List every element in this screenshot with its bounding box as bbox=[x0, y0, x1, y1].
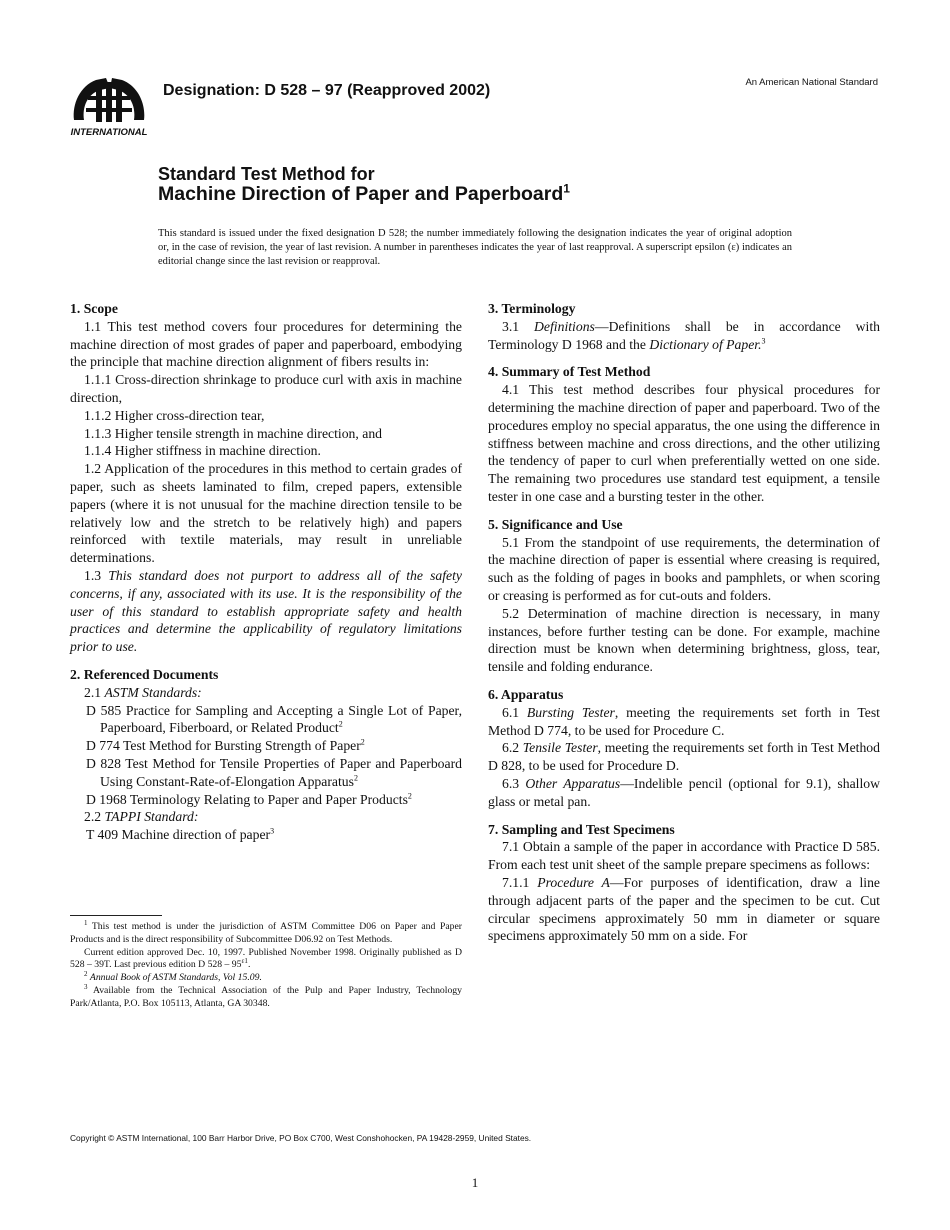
footnote: $^2$ Annual Book of ASTM Standards, Vol 15.09. bbox=[84, 969, 262, 984]
title-line1: Standard Test Method for bbox=[158, 164, 375, 184]
paragraph: 7.1.1 Procedure A—For purposes of identification, draw a line through adjacent parts of the paper and the specimen to be cut. Cut circular specimens approximately 50 mm in diameter or square specimens approximately 50 mm on a side. For bbox=[488, 874, 880, 944]
paragraph: 7.1 Obtain a sample of the paper in accordance with Practice D 585. From each test unit sheet of the sample prepare specimens as follows: bbox=[488, 839, 880, 873]
reference-item: D 774 Test Method for Bursting Strength of Paper$^2$ bbox=[86, 737, 365, 754]
footnote: $^1$ This test method is under the jurisdiction of ASTM Committee D06 on Paper and Paper Products and is the direct responsibility of Subcommittee D06.92 on Test Methods. bbox=[70, 918, 462, 945]
reference-item: D 828 Test Method for Tensile Properties of Paper and Paperboard Using Constant-Rate-of-Elongation Apparatus$^2$ bbox=[86, 755, 462, 789]
paragraph: 1.1 This test method covers four procedures for determining the machine direction of most grades of paper and paperboard, embodying the principle that machine direction alignment of fibers results in: bbox=[70, 318, 462, 370]
section-heading: 2. Referenced Documents bbox=[70, 666, 219, 682]
safety-paragraph: 1.3 This standard does not purport to address all of the safety concerns, if any, associated with its use. It is the responsibility of the user of this standard to establish appropriate safety and health practices and determine the applicability of regulatory limitations prior to use. bbox=[70, 567, 463, 655]
paragraph: 4.1 This test method describes four physical procedures for determining the machine direction of paper and paperboard. Two of the procedures employ no special apparatus, the one using the difference in stiffness between machine and cross directions, and the other utilizing the tendency of paper to curl when preferentially wetted on one side. The remaining two procedures use standard test equipment, a tensile tester in one case and a bursting tester in the other. bbox=[488, 382, 880, 504]
reference-item: D 585 Practice for Sampling and Accepting a Single Lot of Paper, Paperboard, Fiberboard, or Related Product$^2$ bbox=[86, 702, 462, 736]
section-terminology bbox=[488, 300, 880, 353]
paragraph: 5.1 From the standpoint of use requirements, the determination of the machine direction of paper is essential where creasing is required, such as the folding of pages in books and pamphlets, or when scoring or creasing is performed as for cut-outs and folders. bbox=[488, 534, 880, 603]
footnote-divider bbox=[70, 915, 162, 916]
section-scope bbox=[70, 300, 462, 656]
left-column bbox=[70, 300, 462, 844]
paragraph: 6.3 Other Apparatus—Indelible pencil (optional for 9.1), shallow glass or metal pan. bbox=[488, 775, 881, 809]
paragraph: 1.1.2 Higher cross-direction tear, bbox=[84, 407, 265, 423]
section-referenced-documents bbox=[70, 666, 462, 844]
paragraph: 1.2 Application of the procedures in this method to certain grades of paper, such as sheets laminated to film, creped papers, extensible papers (where it is not unusual for the machine direction tensile to be relatively low and the stretch to be relatively high) and papers reinforced with textile materials, may result in unreliable determinations. bbox=[70, 461, 462, 566]
title-footnote-ref: 1 bbox=[563, 181, 570, 196]
subsection-title: 2.2 TAPPI Standard: bbox=[84, 809, 199, 825]
section-apparatus bbox=[488, 686, 880, 811]
section-sampling bbox=[488, 821, 880, 946]
section-heading: 3. Terminology bbox=[488, 301, 576, 316]
copyright-notice: Copyright © ASTM International, 100 Barr Harbor Drive, PO Box C700, West Conshohocken, PA 19428-2959, United States. bbox=[70, 1133, 532, 1143]
section-heading: 1. Scope bbox=[70, 301, 118, 316]
paragraph: 5.2 Determination of machine direction is necessary, in many instances, before further testing can be done. For example, machine direction must be known when determining brightness, gloss, tear, tensile and folding endurance. bbox=[488, 605, 880, 675]
paragraph: 3.1 Definitions—Definitions shall be in accordance with Terminology D 1968 and the Dictionary of Paper.$^3$ bbox=[488, 318, 880, 352]
right-column bbox=[488, 300, 880, 945]
footnotes bbox=[70, 918, 462, 1011]
section-heading: 5. Significance and Use bbox=[488, 516, 623, 532]
section-significance bbox=[488, 516, 880, 676]
logo-text: INTERNATIONAL bbox=[70, 127, 148, 138]
astm-logo bbox=[66, 74, 152, 138]
section-heading: 6. Apparatus bbox=[488, 686, 564, 702]
issue-note: This standard is issued under the fixed designation D 528; the number immediately following the designation indicates the year of original adoption or, in the case of revision, the year of last revision. A number in parentheses indicates the year of last reapproval. A superscript epsilon (ε) indicates an editorial change since the last revision or reapproval. bbox=[158, 228, 792, 267]
section-summary bbox=[488, 363, 880, 505]
page-number: 1 bbox=[471, 1175, 479, 1190]
paragraph: 1.1.1 Cross-direction shrinkage to produce curl with axis in machine direction, bbox=[70, 372, 462, 405]
reference-item: D 1968 Terminology Relating to Paper and Paper Products$^2$ bbox=[86, 790, 412, 807]
section-heading: 7. Sampling and Test Specimens bbox=[488, 821, 675, 837]
paragraph: 6.1 Bursting Tester, meeting the requirements set forth in Test Method D 774, to be used for Procedure C. bbox=[488, 704, 880, 738]
footnote: Current edition approved Dec. 10, 1997. Published November 1998. Originally published as D 528 – 39T. Last previous edition D $528 - 95^{\varepsilon 1}$. bbox=[70, 946, 462, 971]
paragraph: 1.1.4 Higher stiffness in machine direction. bbox=[84, 443, 321, 459]
reference-item: T 409 Machine direction of paper$^3$ bbox=[86, 826, 275, 843]
national-standard-label: An American National Standard bbox=[745, 77, 878, 88]
subsection-title: 2.1 ASTM Standards: bbox=[84, 684, 202, 700]
footnote: $^3$ Available from the Technical Association of the Pulp and Paper Industry, Technology Park/Atlanta, P.O. Box 105113, Atlanta, GA 30348. bbox=[70, 982, 462, 1009]
designation: Designation: D 528 – 97 (Reapproved 2002) bbox=[163, 82, 491, 99]
paragraph: 6.2 Tensile Tester, meeting the requirements set forth in Test Method D 828, to be used for Procedure D. bbox=[488, 740, 880, 774]
title-line2: Machine Direction of Paper and Paperboard$^1$ bbox=[158, 181, 570, 205]
section-heading: 4. Summary of Test Method bbox=[488, 364, 651, 380]
paragraph: 1.1.3 Higher tensile strength in machine direction, and bbox=[84, 425, 383, 441]
